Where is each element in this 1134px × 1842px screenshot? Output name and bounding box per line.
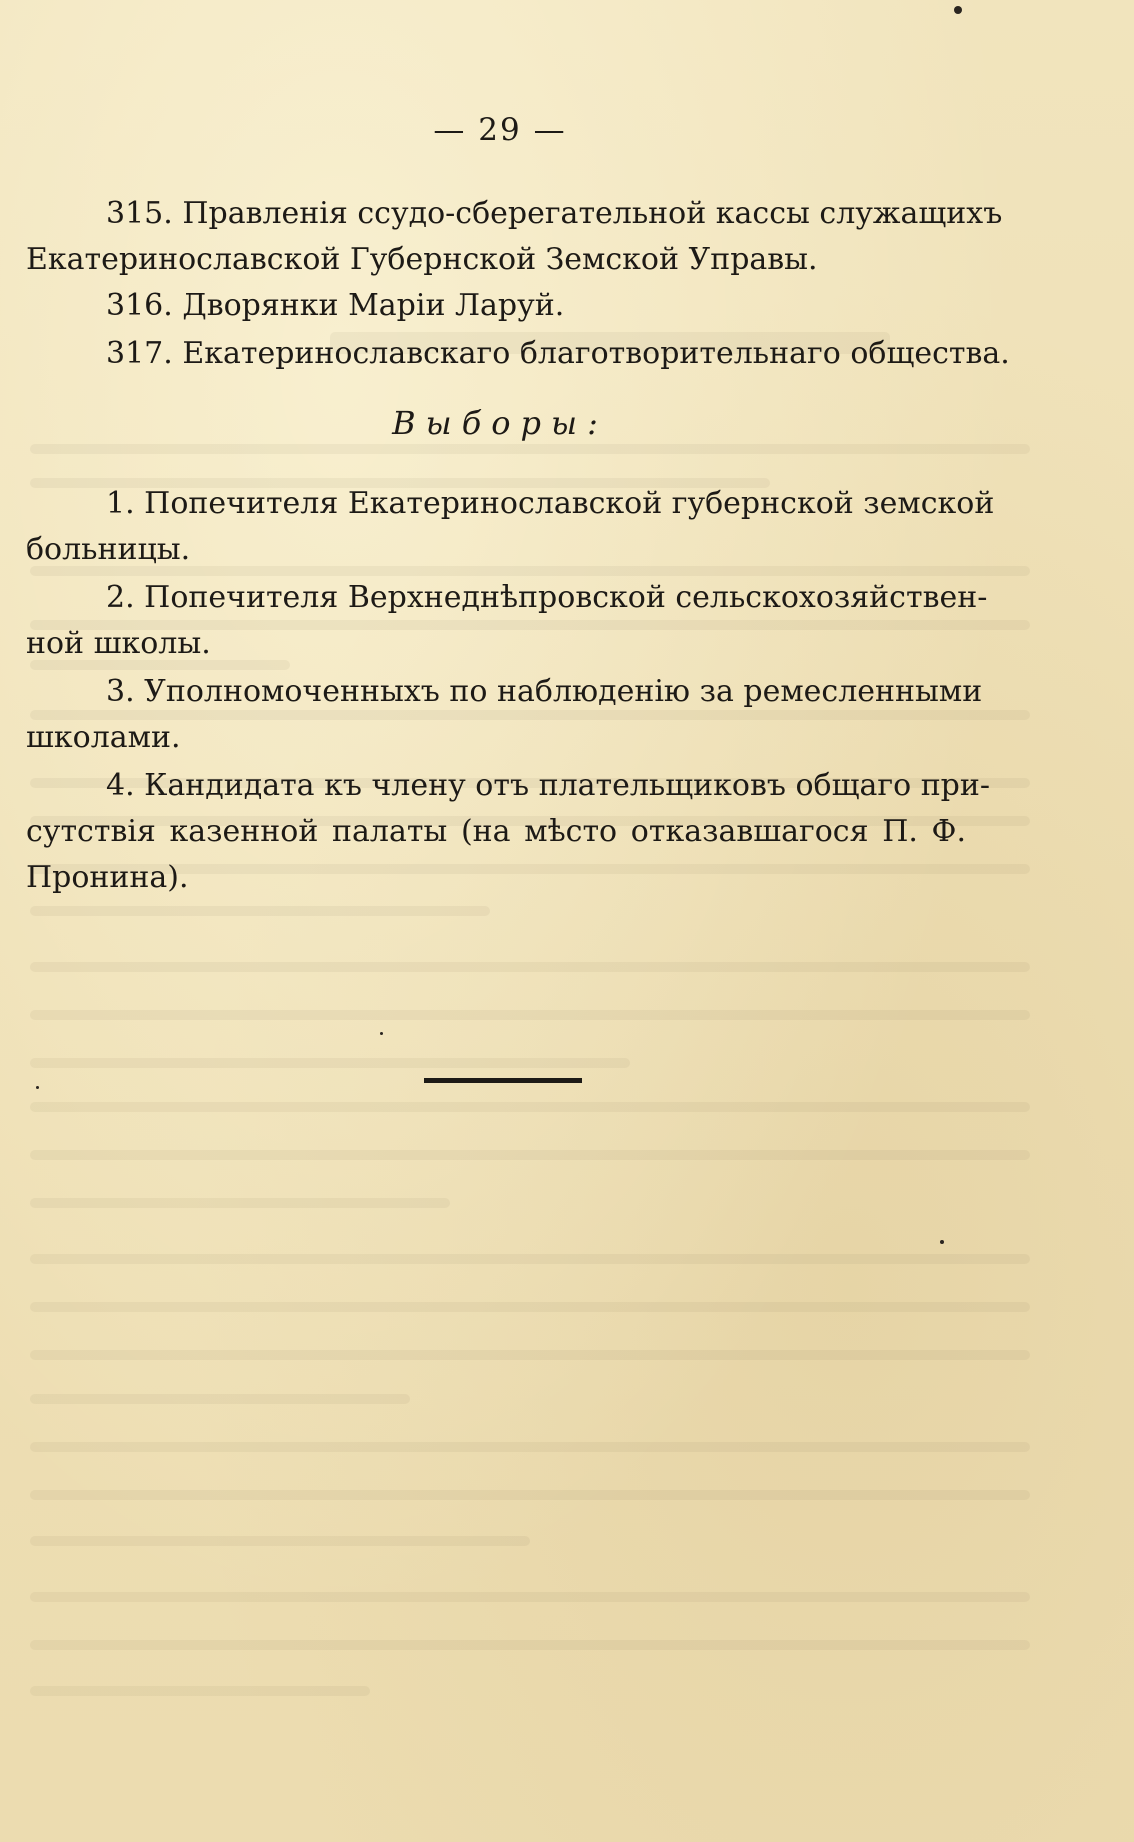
bleed-through-line <box>30 1102 1030 1112</box>
election-4-line-1: 4. Кандидата къ члену отъ плательщиковъ общаго при- <box>106 768 991 803</box>
ink-speck <box>940 1240 944 1244</box>
bleed-through-line <box>30 1350 1030 1360</box>
bleed-through-line <box>30 1198 450 1208</box>
bleed-through-line <box>30 710 1030 720</box>
bleed-through-line <box>30 1490 1030 1500</box>
election-2-line-2: ной школы. <box>26 626 211 661</box>
ink-speck <box>954 6 962 14</box>
ink-speck <box>380 1032 383 1035</box>
bleed-through-line <box>30 1442 1030 1452</box>
election-1-line-1: 1. Попечителя Екатеринославской губернской земской <box>106 486 995 521</box>
page-number: — 29 — <box>433 112 567 148</box>
bleed-through-line <box>30 1150 1030 1160</box>
election-3-line-2: школами. <box>26 720 181 755</box>
section-heading: Выборы: <box>392 404 608 442</box>
election-2-line-1: 2. Попечителя Верхнеднѣпровской сельскохозяйствен- <box>106 580 988 615</box>
election-3-line-1: 3. Уполномоченныхъ по наблюденію за ремесленными <box>106 674 983 709</box>
bleed-through-line <box>30 1254 1030 1264</box>
entry-316-line-1: 316. Дворянки Маріи Ларуй. <box>106 288 565 323</box>
ink-speck <box>36 1086 39 1089</box>
election-4-line-3: Пронина). <box>26 860 189 895</box>
bleed-through-line <box>30 1394 410 1404</box>
bleed-through-line <box>30 1536 530 1546</box>
entry-315-line-2: Екатеринославской Губернской Земской Управы. <box>26 242 818 277</box>
bleed-through-line <box>30 906 490 916</box>
bleed-through-line <box>30 962 1030 972</box>
entry-317-line-1: 317. Екатеринославскаго благотворительнаго общества. <box>106 336 1010 371</box>
bleed-through-line <box>30 1010 1030 1020</box>
entry-315-line-1: 315. Правленія ссудо-сберегательной кассы служащихъ <box>106 196 1003 231</box>
bleed-through-line <box>30 1302 1030 1312</box>
bleed-through-line <box>30 1592 1030 1602</box>
bleed-through-line <box>30 1058 630 1068</box>
section-divider <box>424 1078 582 1083</box>
election-1-line-2: больницы. <box>26 532 191 567</box>
bleed-through-line <box>30 444 1030 454</box>
bleed-through-line <box>30 1686 370 1696</box>
bleed-through-line <box>30 1640 1030 1650</box>
election-4-line-2: сутствія казенной палаты (на мѣсто отказавшагося П. Ф. <box>26 814 966 849</box>
